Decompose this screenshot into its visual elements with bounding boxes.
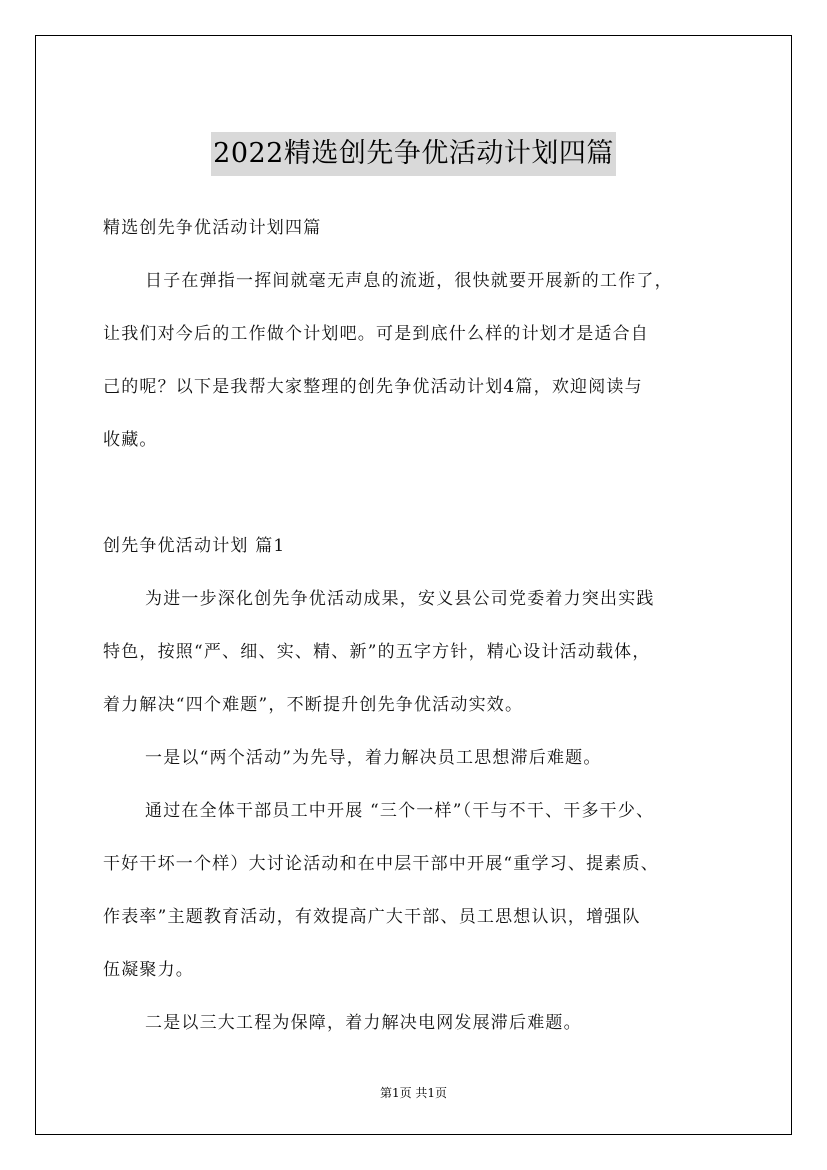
page-number-label: 第1页 共1页 xyxy=(379,1086,448,1100)
section-paragraph-line: 作表率”主题教育活动，有效提高广大干部、员工思想认识，增强队 xyxy=(103,907,641,927)
intro-line: 己的呢？以下是我帮大家整理的创先争优活动计划4篇，欢迎阅读与 xyxy=(103,377,643,397)
section-paragraph-line: 伍凝聚力。 xyxy=(103,960,194,980)
section-paragraph-line: 特色，按照“严、细、实、精、新”的五字方针，精心设计活动载体， xyxy=(103,642,651,662)
point-one: 一是以“两个活动”为先导，着力解决员工思想滞后难题。 xyxy=(145,748,602,768)
section-paragraph-line: 为进一步深化创先争优活动成果，安义县公司党委着力突出实践 xyxy=(145,589,655,609)
intro-line: 日子在弹指一挥间就毫无声息的流逝，很快就要开展新的工作了， xyxy=(145,271,673,291)
section-paragraph-line: 着力解决“四个难题”，不断提升创先争优活动实效。 xyxy=(103,695,524,715)
point-two: 二是以三大工程为保障，着力解决电网发展滞后难题。 xyxy=(145,1013,582,1033)
paragraph-gap xyxy=(103,467,743,520)
intro-line: 让我们对今后的工作做个计划吧。可是到底什么样的计划才是适合自 xyxy=(103,324,649,344)
document-body xyxy=(103,202,743,1050)
document-subtitle: 精选创先争优活动计划四篇 xyxy=(103,218,322,238)
title-container xyxy=(36,132,791,176)
document-title: 2022精选创先争优活动计划四篇 xyxy=(211,132,616,176)
section-paragraph-line: 干好干坏一个样）大讨论活动和在中层干部中开展“重学习、提素质、 xyxy=(103,854,659,874)
intro-line: 收藏。 xyxy=(103,430,158,450)
page-footer xyxy=(36,1084,791,1101)
section-heading: 创先争优活动计划 篇1 xyxy=(103,536,286,556)
section-paragraph-line: 通过在全体干部员工中开展 “三个一样”（干与不干、干多干少、 xyxy=(145,801,655,821)
document-page xyxy=(35,35,792,1135)
